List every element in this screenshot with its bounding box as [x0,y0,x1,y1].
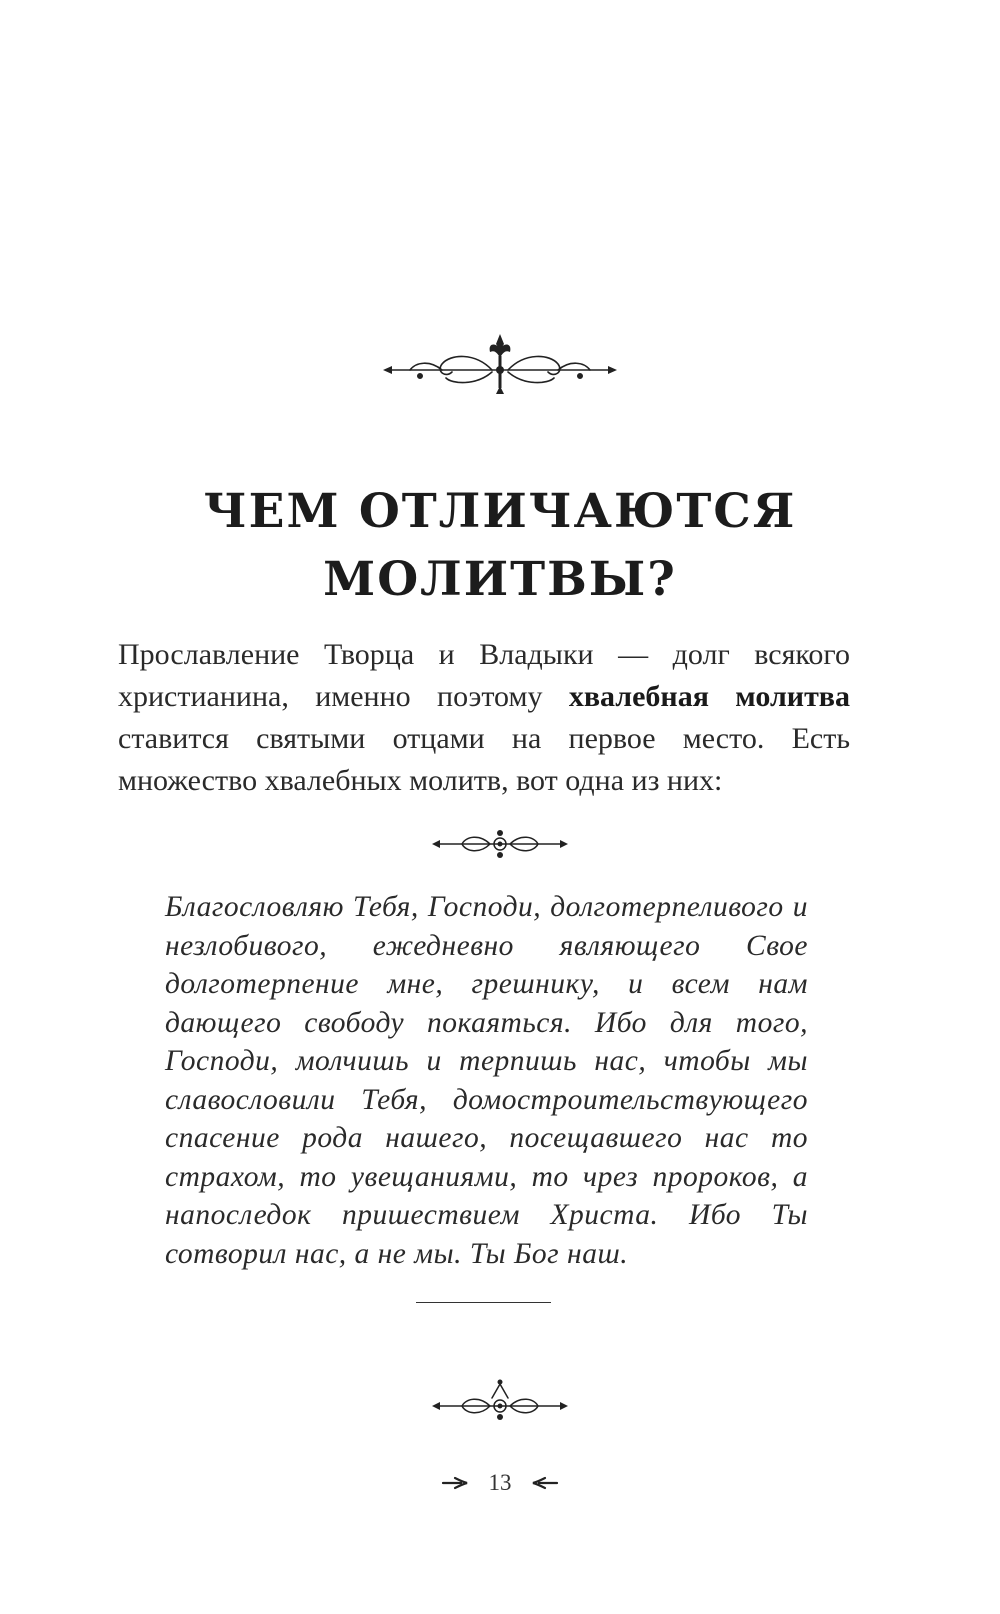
divider-rule [416,1302,551,1303]
left-flourish-icon [441,1476,469,1490]
right-flourish-icon [531,1476,559,1490]
intro-paragraph [118,634,850,802]
intro-text-end: ставится святыми отцами на первое место. Есть множество хвалебных молитв, вот одна из них: [118,722,850,797]
page-title-line-2: МОЛИТВЫ? [323,552,677,607]
bottom-ornament-icon [430,1378,570,1422]
prayer-text: Благословляю Тебя, Господи, долготерпеливого и незлобивого, ежедневно являющего Свое долготерпение мне, грешнику, и всем нам дающего свободу покаяться. Ибо для того, Господи, молчишь и терпишь нас, чтобы мы славословили Тебя, домостроительствующего спасение рода нашего, посещавшего нас то страхом, то увещаниями, то чрез пророков, а напоследок пришествием Христа. Ибо Ты сотворил нас, а не мы. Ты Бог наш. [165,891,808,1270]
page-number: 13 [488,1469,512,1495]
top-ornament-icon [380,330,620,396]
intro-emphasis: хвалебная молитва [568,680,850,713]
page-title [0,478,1000,614]
intro-text-start: Прославление Творца и Владыки — долг всякого христианина, именно поэтому [118,638,850,713]
page-title-line-1: ЧЕМ ОТЛИЧАЮТСЯ [203,484,797,539]
middle-ornament-icon [430,826,570,862]
page-footer [0,1468,1000,1496]
